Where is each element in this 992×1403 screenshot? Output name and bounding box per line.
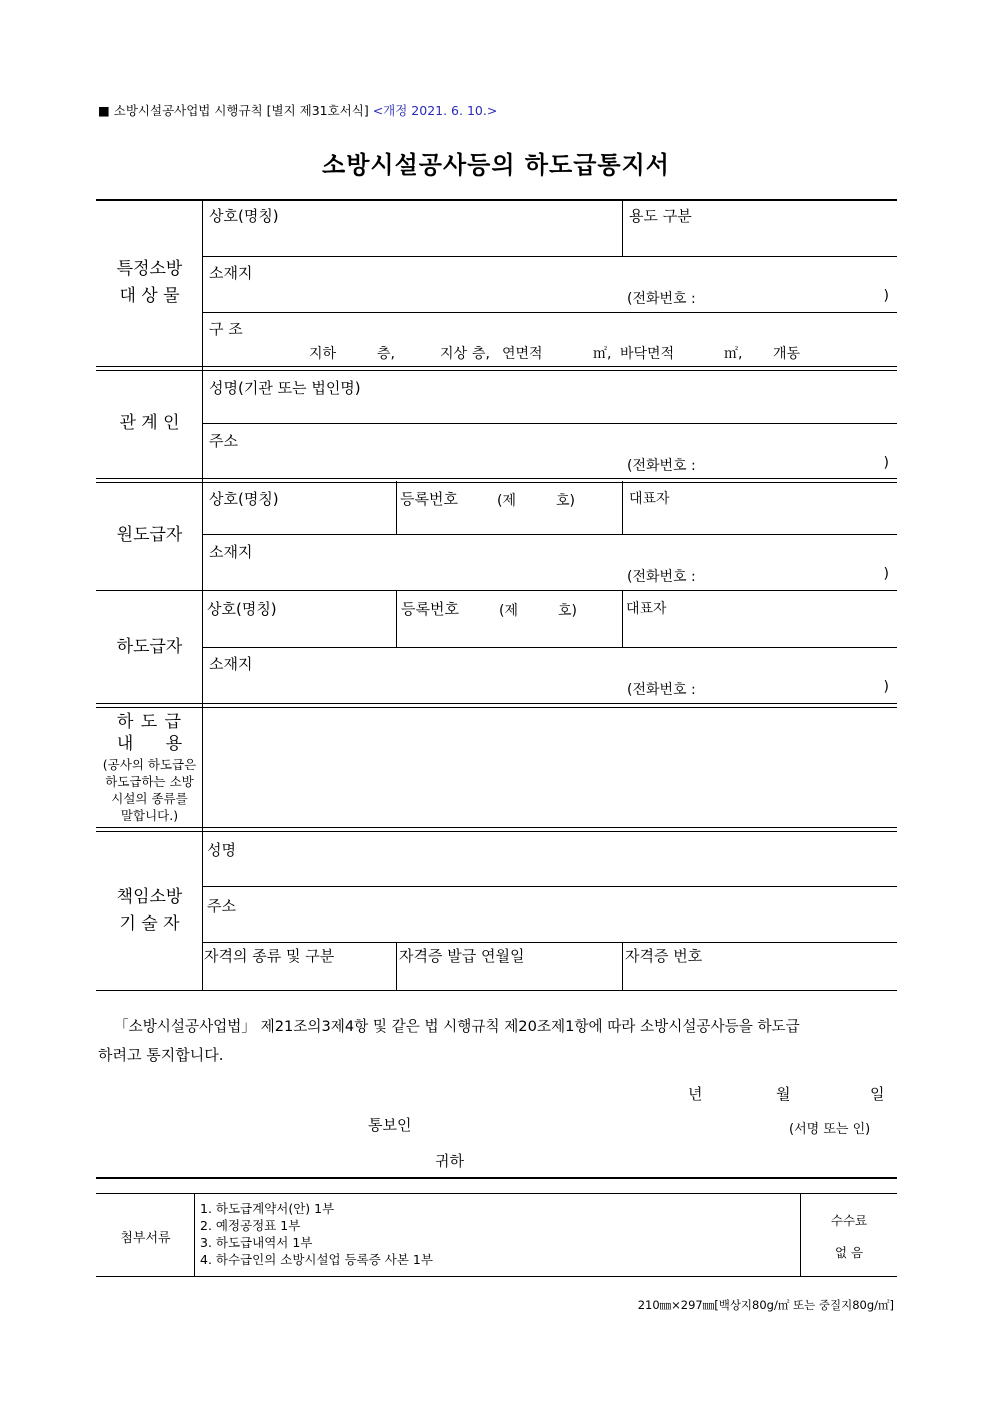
sub-phone-field[interactable] <box>627 679 889 699</box>
buildings-label: 개동 <box>773 346 801 362</box>
attachments-top-border <box>96 1193 897 1194</box>
phone-close: ) <box>883 455 889 471</box>
prime-location-field[interactable]: 소재지 <box>209 543 253 561</box>
cell-divider <box>622 591 623 647</box>
label-line: 기 술 자 <box>119 914 180 934</box>
recipient: 귀하 <box>435 1152 464 1170</box>
form-ref-text: ■ 소방시설공사업법 시행규칙 [별지 제31호서식] <box>98 103 369 118</box>
revision-text: <개정 2021. 6. 10.> <box>372 103 498 118</box>
section-label-contents <box>97 711 202 824</box>
cell-divider <box>622 481 623 534</box>
notifier-label: 통보인 <box>368 1116 412 1134</box>
statement-line: 「소방시설공사업법」 제21조의3제4항 및 같은 법 시행규칙 제20조제1항에 따라 소방시설공사등을 하도급 <box>114 1018 800 1035</box>
section-divider <box>96 590 897 591</box>
prime-reg-no-field[interactable]: 등록번호 <box>400 490 458 508</box>
target-phone-field[interactable] <box>627 288 889 308</box>
page-title: 소방시설공사등의 하도급통지서 <box>322 151 670 179</box>
form-reference <box>98 101 497 119</box>
date-month[interactable]: 월 <box>776 1085 791 1103</box>
note-line: 하도급하는 소방 <box>105 774 194 789</box>
section-divider <box>96 478 897 483</box>
section-label-target <box>97 256 202 310</box>
engineer-address-field[interactable]: 주소 <box>207 897 236 915</box>
label-line: 책임소방 <box>116 887 183 907</box>
row-divider <box>203 423 897 424</box>
row-divider <box>203 256 897 257</box>
target-trade-name-field[interactable]: 상호(명칭) <box>209 207 279 225</box>
cell-divider <box>622 942 623 990</box>
paper-spec: 210㎜×297㎜[백상지80g/㎡ 또는 중질지80g/㎡] <box>637 1298 894 1312</box>
engineer-license-date-field[interactable]: 자격증 발급 연월일 <box>399 947 525 965</box>
target-location-field[interactable]: 소재지 <box>209 264 253 282</box>
label-line: 내 용 <box>116 734 183 754</box>
label-line: 대 상 물 <box>119 286 180 306</box>
phone-close: ) <box>883 288 889 304</box>
row-divider <box>203 886 897 887</box>
cell-divider <box>622 200 623 256</box>
attachment-item: 1. 하도급계약서(안) 1부 <box>200 1201 335 1216</box>
statement-line: 하려고 통지합니다. <box>98 1046 224 1064</box>
sqm-unit: ㎡, <box>724 346 743 362</box>
row-divider <box>203 534 897 535</box>
phone-label: (전화번호 : <box>627 458 696 474</box>
sub-location-field[interactable]: 소재지 <box>209 655 253 673</box>
sub-reg-je: (제 <box>499 603 518 619</box>
party-name-field[interactable]: 성명(기관 또는 법인명) <box>209 379 361 397</box>
party-phone-field[interactable] <box>627 455 889 475</box>
phone-label: (전화번호 : <box>627 682 696 698</box>
party-address-field[interactable]: 주소 <box>209 432 238 450</box>
note-line: 말합니다.) <box>120 808 179 823</box>
engineer-license-type-field[interactable]: 자격의 종류 및 구분 <box>204 947 335 965</box>
label-column-divider <box>202 200 203 990</box>
floor-label: 층, <box>377 346 395 362</box>
section-label-sub: 하도급자 <box>116 637 183 657</box>
floor-label: 층, <box>472 346 490 362</box>
cell-divider <box>396 591 397 647</box>
attachments-list <box>200 1200 433 1268</box>
phone-label: (전화번호 : <box>627 569 696 585</box>
section-label-prime: 원도급자 <box>116 525 183 545</box>
row-divider <box>203 942 897 943</box>
label-line: 하 도 급 <box>116 712 183 732</box>
attachment-item: 4. 하수급인의 소방시설업 등록증 사본 1부 <box>200 1252 433 1267</box>
sub-reg-ho: 호) <box>558 603 577 619</box>
prime-trade-name-field[interactable]: 상호(명칭) <box>209 490 279 508</box>
target-structure-field[interactable]: 구 조 <box>209 320 243 338</box>
contents-input-area[interactable] <box>203 708 897 826</box>
prime-phone-field[interactable] <box>627 566 889 586</box>
attachment-item: 3. 하도급내역서 1부 <box>200 1235 313 1250</box>
section-label-engineer <box>97 884 202 938</box>
attachments-divider <box>96 1177 897 1179</box>
sub-rep-field[interactable]: 대표자 <box>626 601 667 617</box>
attachments-label: 첨부서류 <box>120 1231 171 1246</box>
label-line: 특정소방 <box>116 259 183 279</box>
phone-close: ) <box>883 679 889 695</box>
phone-close: ) <box>883 566 889 582</box>
engineer-license-no-field[interactable]: 자격증 번호 <box>625 947 703 965</box>
cell-divider <box>396 481 397 534</box>
floor-area-label: 바닥면적 <box>620 346 675 362</box>
cell-divider <box>396 942 397 990</box>
cell-divider <box>194 1193 195 1276</box>
phone-label: (전화번호 : <box>627 291 696 307</box>
target-usage-field[interactable]: 용도 구분 <box>629 207 692 225</box>
table-top-border <box>96 199 897 201</box>
prime-reg-je: (제 <box>497 493 516 509</box>
engineer-name-field[interactable]: 성명 <box>207 841 236 859</box>
attachments-bottom-border <box>96 1276 897 1277</box>
fee-label: 수수료 <box>830 1213 868 1228</box>
fee-value: 없 음 <box>834 1245 864 1260</box>
sub-reg-no-field[interactable]: 등록번호 <box>401 600 459 618</box>
row-divider <box>203 312 897 313</box>
prime-rep-field[interactable]: 대표자 <box>629 491 670 507</box>
prime-reg-ho: 호) <box>556 493 575 509</box>
above-ground-label: 지상 <box>440 346 468 362</box>
cell-divider <box>800 1193 801 1276</box>
section-divider <box>96 827 897 832</box>
signature-field[interactable]: (서명 또는 인) <box>789 1122 871 1137</box>
attachment-item: 2. 예정공정표 1부 <box>200 1218 301 1233</box>
date-year[interactable]: 년 <box>688 1085 703 1103</box>
date-day[interactable]: 일 <box>870 1085 885 1103</box>
basement-label: 지하 <box>309 346 337 362</box>
table-bottom-border <box>96 990 897 991</box>
sqm-unit: ㎡, <box>593 346 612 362</box>
row-divider <box>203 647 897 648</box>
section-divider <box>96 366 897 371</box>
note-line: 시설의 종류를 <box>111 791 188 806</box>
note-line: (공사의 하도급은 <box>102 757 197 772</box>
total-area-label: 연면적 <box>502 346 543 362</box>
section-label-party: 관 계 인 <box>119 413 180 433</box>
statement <box>98 1012 896 1070</box>
sub-trade-name-field[interactable]: 상호(명칭) <box>207 600 277 618</box>
